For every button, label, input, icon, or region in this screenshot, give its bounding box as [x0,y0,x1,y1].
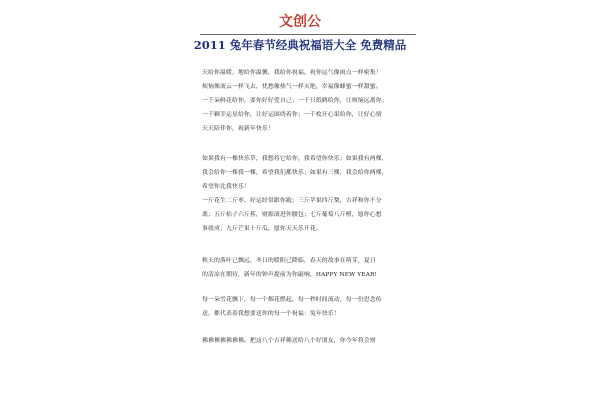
paragraph-5 [202,293,414,321]
paragraph-line: 事就成；九斤芒果十斤瓜，愿你天天乐开花。 [202,226,322,232]
paragraph-2 [202,152,414,194]
paragraph-line: 我会给你一棵我一棵，希望我们都快乐；如果有三棵，我会给你两棵， [202,170,388,176]
paragraph-4 [202,254,414,282]
paragraph-line: 一千颗幸运星给你，让好运围绕着你；一千枚开心果给你，让好心情 [202,112,382,118]
paragraph-line: 佛佛佛佛佛佛佛。把这八个吉祥佛送给八个好朋友，你今年将会财 [202,338,376,344]
paragraph-line: 每一朵雪花飘下，每一个烟花燃起，每一秒时间流动，每一份思念传 [202,297,382,303]
paragraph-line: 如果我有一棵快乐草，我想将它给你，我希望你快乐；如果我有两棵， [202,156,388,162]
header-divider [200,34,416,35]
paragraph-line: 一斤花生二斤枣，好运经常跟你跑；三斤苹果四斤梨，吉祥和你不分 [202,198,382,204]
paragraph-spacer [202,321,414,334]
document-body [202,66,414,348]
paragraph-1 [202,66,414,136]
paragraph-6 [202,334,414,348]
paragraph-spacer [202,136,414,152]
brand-logo-text: 文创公 [279,14,321,30]
paragraph-line: 烦恼像流云一样飞去，忧愁像热气一样灭绝，幸福像蜂蜜一样甜蜜。 [202,84,382,90]
paragraph-spacer [202,282,414,293]
paragraph-line: 天给你温暖，地给你温馨，我给你祝福。祝你运气像雨点一样密集！ [202,70,382,76]
paragraph-line: 秋天的落叶已飘远，冬日的暖阳已降临，春天的故事在萌芽，夏日 [202,258,376,264]
paragraph-line: 的清凉在期待，新年的钟声提前为你敲响，HAPPY NEW YEAR! [202,272,378,278]
paragraph-line: 希望你比我快乐！ [202,184,250,190]
paragraph-line: 一千朵鲜花给你，要你好好爱自己；一千只纸鹤给你，让烦恼远离你； [202,98,388,104]
paragraph-spacer [202,236,414,254]
paragraph-3 [202,194,414,236]
page-title: 2011 兔年春节经典祝福语大全 免费精品 [193,38,407,52]
paragraph-line: 离；五斤桔子六斤蕉，财源滚进你腰包；七斤葡萄八斤橙，愿你心想 [202,212,382,218]
paragraph-line: 送，都代表着我想要送你的每一个祝福：兔年快乐！ [202,311,340,317]
paragraph-line: 天天陪伴你，祝新年快乐！ [202,126,274,132]
